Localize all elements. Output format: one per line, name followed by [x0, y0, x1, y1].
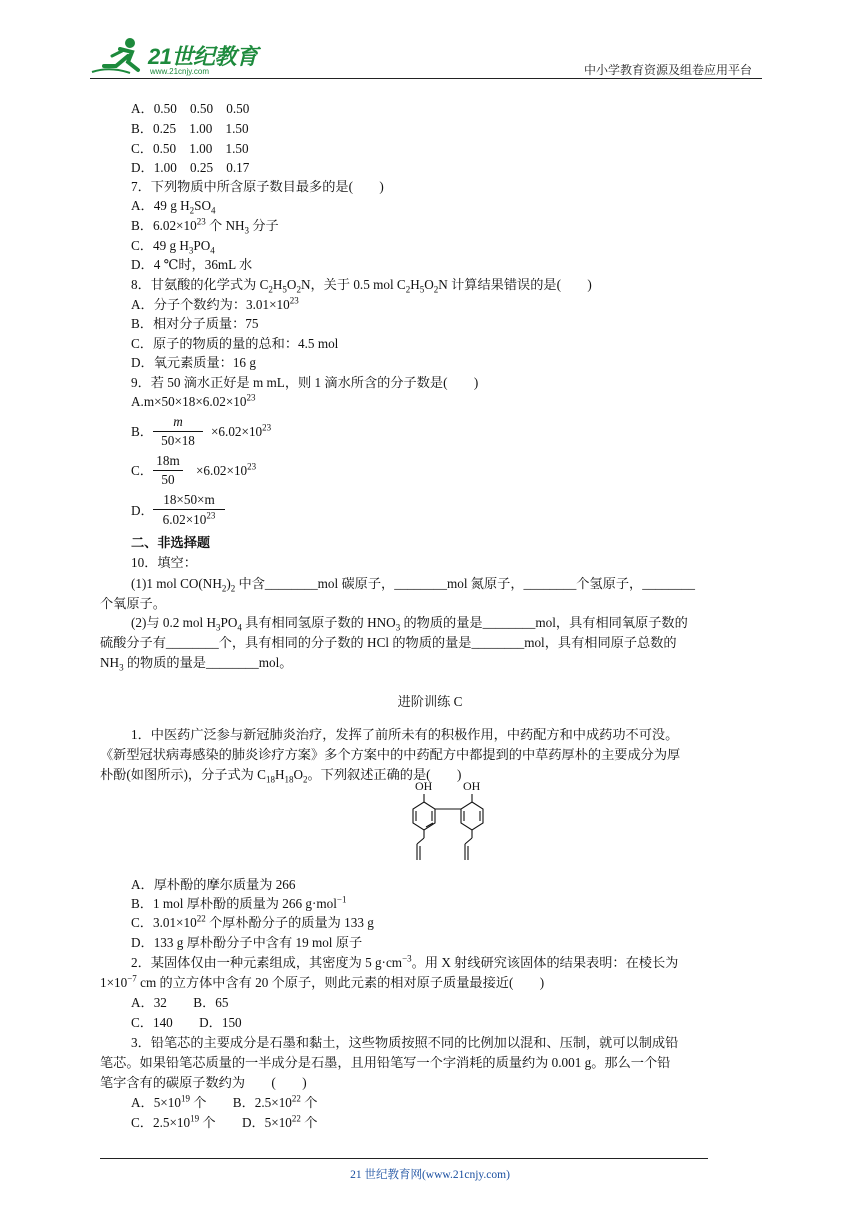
- c3-options-cd: C．$2.5\times 10^{19}$ 个 D．$5\times 10^{22}$ 个: [131, 1113, 318, 1130]
- c1-option-b: B．1 mol 厚朴酚的质量为 266 g·mol$^{-1}$: [131, 894, 347, 911]
- q8-option-c: C．原子的物质的量的总和：4.5 mol: [131, 336, 339, 351]
- q10-part1-line1: (1)1 mol $CO(NH_2)_2$ 中含________mol 碳原子，________mol 氮原子，________个氢原子，________: [131, 576, 695, 594]
- c3-options-ab: A．$5\times 10^{19}$ 个 B．$2.5\times 10^{22}$ 个: [131, 1093, 318, 1110]
- runner-logo-icon: [90, 36, 148, 76]
- q6-option-a: A．0.50 0.50 0.50: [131, 101, 250, 116]
- q10-part2-line1: (2)与 0.2 mol $H_3PO_4$ 具有相同氢原子数的 $HNO_3$ 的物质的量是________mol，具有相同氧原子数的: [131, 615, 688, 633]
- q7-option-a: A．49 g $H_2SO_4$: [131, 198, 216, 216]
- q9-option-c-tail: $\times 6.02\times 10^{23}$: [196, 461, 257, 478]
- q7-option-c: C．49 g $H_3PO_4$: [131, 238, 215, 256]
- q9-option-b-fraction: [153, 414, 203, 450]
- header-divider: [90, 78, 762, 79]
- c2-options-cd: C．140 D．150: [131, 1015, 242, 1030]
- c3-stem-line1: 3．铅笔芯的主要成分是石墨和黏土，这些物质按照不同的比例加以混和、压制，就可以制成铅: [131, 1035, 679, 1050]
- q9-option-a: $A.m\times 50\times 18\times 6.02\times 10^{23}$: [131, 392, 256, 409]
- c1-option-a: A．厚朴酚的摩尔质量为 266: [131, 877, 296, 892]
- q10-stem: 10．填空：: [131, 555, 197, 570]
- c1-option-d: D．133 g 厚朴酚分子中含有 19 mol 原子: [131, 935, 363, 950]
- c2-stem-line1: 2．某固体仅由一种元素组成，其密度为 5 $g\cdot cm^{-3}$。用 X 射线研究该固体的结果表明：在棱长为: [131, 953, 679, 970]
- fraction-denominator: 50: [161, 472, 175, 487]
- structure-drawing-icon: [395, 782, 495, 872]
- c1-option-c: C．$3.01\times 10^{22}$ 个厚朴酚分子的质量为 133 g: [131, 913, 374, 930]
- q9-option-b-label: B．: [131, 424, 153, 439]
- fraction-denominator: $6.02\times 10^{23}$: [162, 510, 216, 527]
- section-advanced-c: 进阶训练 C: [397, 694, 463, 709]
- hydroxyl-label-left: OH: [415, 779, 433, 793]
- fraction-bar: [153, 431, 203, 432]
- q8-option-b: B．相对分子质量：75: [131, 316, 259, 331]
- q7-option-d: D．4 ℃时，36mL 水: [131, 257, 253, 272]
- q9-option-d-fraction: [153, 492, 225, 530]
- fraction-numerator: m: [173, 414, 183, 429]
- c2-options-ab: A．32 B．65: [131, 995, 229, 1010]
- page-header: [90, 28, 762, 80]
- c1-stem-line1: 1．中医药广泛参与新冠肺炎治疗，发挥了前所未有的积极作用，中药配方和中成药功不可没。: [131, 727, 679, 742]
- site-logo[interactable]: [90, 36, 265, 76]
- c3-stem-line2: 笔芯。如果铅笔芯质量的一半成分是石墨，且用铅笔写一个字消耗的质量约为 0.001 g。那么一个铅: [100, 1055, 671, 1070]
- fraction-denominator: 50×18: [161, 433, 195, 448]
- q8-option-a: A．分子个数约为：$3.01\times 10^{23}$: [131, 295, 299, 312]
- q10-part2-line3: $NH_3$ 的物质的量是________mol。: [100, 655, 293, 673]
- q7-stem: 7．下列物质中所含原子数目最多的是( ): [131, 179, 384, 194]
- fraction-numerator: 18×50×m: [163, 492, 215, 507]
- c2-stem-line2: $1\times 10^{-7}$ cm 的立方体中含有 20 个原子，则此元素的相对原子质量最接近( ): [100, 973, 545, 990]
- q9-stem: 9．若 50 滴水正好是 m mL，则 1 滴水所含的分子数是( ): [131, 375, 479, 390]
- q7-option-b: B．$6.02\times 10^{23}$ 个 $NH_3$ 分子: [131, 216, 279, 236]
- footer-link[interactable]: 21 世纪教育网(www.21cnjy.com): [350, 1169, 510, 1181]
- q6-option-d: D．1.00 0.25 0.17: [131, 160, 250, 175]
- q8-option-d: D．氧元素质量：16 g: [131, 355, 256, 370]
- q9-option-c-fraction: [153, 453, 183, 489]
- fraction-bar: [153, 470, 183, 471]
- c1-stem-line2: 《新型冠状病毒感染的肺炎诊疗方案》多个方案中的中药配方中都提到的中草药厚朴的主要成分为厚: [100, 747, 681, 762]
- logo-text: 21世纪教育: [148, 44, 258, 69]
- c3-stem-line3: 笔字含有的碳原子数约为 ( ): [100, 1075, 307, 1090]
- section-non-choice: 二、非选择题: [131, 535, 211, 550]
- hydroxyl-label-right: OH: [463, 779, 481, 793]
- honokiol-structure: [395, 779, 495, 872]
- q10-part2-line2: 硫酸分子有________个，具有相同的分子数的 HCl 的物质的量是________mol，具有相同原子总数的: [100, 635, 677, 650]
- q9-option-d-label: D．: [131, 503, 154, 518]
- q8-stem: 8．甘氨酸的化学式为 $C_2H_5O_2N$，关于 0.5 mol $C_2H_5O_2N$ 计算结果错误的是( ): [131, 277, 592, 295]
- logo-url: www.21cnjy.com: [150, 67, 209, 76]
- q6-option-c: C．0.50 1.00 1.50: [131, 141, 249, 156]
- footer-divider: [100, 1158, 708, 1159]
- fraction-numerator: 18m: [156, 453, 180, 468]
- q9-option-c-label: C．: [131, 463, 153, 478]
- c1-stem-line3: 朴酚(如图所示)，分子式为 $C_{18}H_{18}O_2$。下列叙述正确的是( ): [100, 767, 462, 785]
- q9-option-b-tail: $\times 6.02\times 10^{23}$: [211, 422, 272, 439]
- q6-option-b: B．0.25 1.00 1.50: [131, 121, 249, 136]
- header-platform-title: 中小学教育资源及组卷应用平台: [583, 63, 752, 77]
- q10-part1-line2: 个氧原子。: [100, 596, 166, 611]
